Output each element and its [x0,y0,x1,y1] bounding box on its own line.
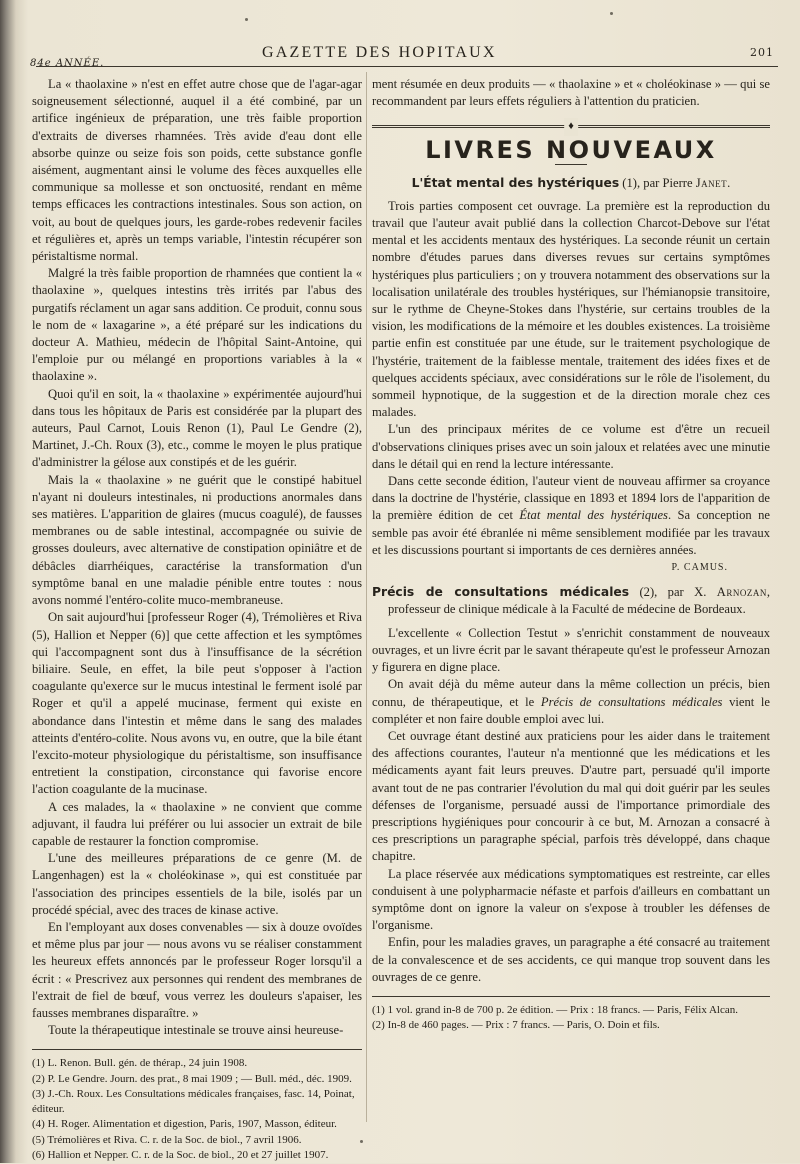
footnote: (2) In-8 de 460 pages. — Prix : 7 francs. — Paris, O. Doin et fils. [372,1019,660,1032]
italic-title: Précis de consultations médicales [540,694,723,709]
author-name: Arnozan [716,585,767,600]
article-paragraph: A ces malades, la « thaolaxine » ne convient que comme adjuvant, il faudra lui préférer ou lui associer un extrait de bile capable de restaurer la fonction compromise. [32,799,362,848]
text-run: On avait déjà du même auteur dans la même collection un précis, bien connu, de thérapeutique, et le [372,677,770,709]
article-paragraph: Toute la thérapeutique intestinale se trouve ainsi heureuse- [48,1023,344,1038]
article-paragraph: En l'employant aux doses convenables — six à douze ovoïdes et même plus par jour — nous avons vu se réaliser constamment les heureux effets annoncés par le professeur Roger lorsqu'il a écrit : « Prescrivez aux personnes qui rendent des membranes de l'extrait de fiel de bœuf, vous verrez les douleurs s'apaiser, les fausses membranes disparaître. » [32,919,362,1020]
paper-speck [360,1140,363,1143]
footnote: (6) Hallion et Nepper. C. r. de la Soc. de biol., 20 et 27 juillet 1907. [32,1149,329,1162]
footnote-ref: (2) [639,585,655,600]
author-prefix: , par Pierre [636,175,693,190]
italic-title: État mental des hystériques [519,508,668,523]
author-prefix: , par X. [654,585,707,600]
author-name: Janet [695,175,728,190]
left-column [32,76,362,1164]
footnote-rule [372,996,770,997]
page-number: 201 [750,46,774,59]
footnote-ref: (1) [622,175,637,190]
text-run: Dans cette seconde édition, l'auteur vient de nouveau affirmer sa croyance dans la doctrine de l'hystérie, classique en 1893 et 1894 lors de l'apparition de la première édition de cet [372,474,770,523]
review-paragraph: Trois parties composent cet ouvrage. La première est la reproduction du travail que l'auteur avait publié dans la collection Charcot-Debove sur l'état mental et les accidents mentaux des hystériques. La seconde réunit un certain nombre d'études parues dans diverses revues sur certains symptômes hystériques plus particuliers ; on y trouvera notamment des observations sur la localisation unilatérale des troubles hystériques, sur l'hémianopsie transitoire, sur le rythme de Cheyne-Stokes dans l'hystérie, sur certains troubles de la vision, les modifications de la mémoire et les doubles existences. La troisième partie enfin est constituée par une étude, sur le traitement psychologique de l'hystérie, traitement de la faiblesse mentale, traitement des idées fixes et de quelques accidents spéciaux, avec considérations sur le rôle de l'isolement, du sommeil hypnotique, de la suggestion et de la direction morale chez ces malades. [372,198,770,420]
column-divider [366,72,367,1122]
review-paragraph: Enfin, pour les maladies graves, un paragraphe a été consacré au traitement de la convalescence et de ses accidents, ce qui manque trop souvent dans les ouvrages de ce genre. [372,935,770,984]
review-paragraph [372,676,770,728]
article-paragraph: L'une des meilleures préparations de ce genre (M. de Langenhagen) est la « choléokinase », qui est constituée par l'association des principes essentiels de la bile, isolés par un procédé spécial, avec des traces de kinase active. [32,851,362,917]
footnote: (1) L. Renon. Bull. gén. de thérap., 24 juin 1908. [32,1057,248,1070]
footnote: (5) Trémolières et Riva. C. r. de la Soc. de biol., 7 avril 1906. [32,1133,302,1146]
text-run: . Sa conception ne semble pas avoir été ébranlée ni même sensiblement modifiée par les travaux et les discussions pourtant si importants de ces dernières années. [372,508,771,557]
footnote: (1) 1 vol. grand in-8 de 700 p. 2e édition. — Prix : 18 francs. — Paris, Félix Alcan. [372,1003,738,1016]
article-paragraph: Quoi qu'il en soit, la « thaolaxine » expérimentée aujourd'hui dans tous les hôpitaux de Paris est considérée par la plupart des auteurs, Paul Carnot, Louis Renon (1), Paul Le Gendre (2), Martinet, J.-Ch. Roux (3), etc., comme le moyen le plus pratique d'administrer la gélose aux constipés et de les guérir. [32,386,362,470]
article-paragraph: La « thaolaxine » n'est en effet autre chose que de l'agar-agar soigneusement sélectionné, auquel il a été combiné, par un artifice ingénieux de préparation, une très faible proportion d'extraits de diverses rhamnées. Très avide d'eau dont elle absorbe quinze ou seize fois son poids, cette substance gonfle aisément, augmentant ainsi le volume des fèces auxquelles elle communique sa mollesse et son onctuosité, rendant en même temps efficaces les contractions intestinales. Sous son action, on voit, au bout de quelques jours, les garde-robes redevenir faciles et régulières et, après un temps variable, l'intestin récupérer son péristaltisme normal. [32,77,362,264]
header-rule [36,66,778,67]
paper-speck [610,12,613,15]
author-suffix: , professeur de clinique médicale à la Faculté de médecine de Bordeaux. [388,585,770,617]
review-paragraph: L'excellente « Collection Testut » s'enrichit constamment de nouveaux ouvrages, et un livre écrit par le savant thérapeute qu'est le professeur Arnozan y figurera en digne place. [372,625,770,675]
text-run: vient le compléter et non faire double emploi avec lui. [372,694,771,726]
right-column [372,76,770,1034]
footnote: (3) J.-Ch. Roux. Les Consultations médicales françaises, fasc. 14, Poinat, éditeur. [32,1088,355,1115]
book-title: Précis de consultations médicales [372,585,630,600]
footnote-rule [32,1049,362,1050]
footnote: (4) H. Roger. Alimentation et digestion, Paris, 1907, Masson, éditeur. [32,1118,337,1131]
article-continuation: ment résumée en deux produits — « thaolaxine » et « choléokinase » — qui se recommandent par leurs effets réguliers à l'attention du praticien. [372,77,770,109]
page-title: GAZETTE DES HOPITAUX [262,44,497,61]
paper-speck [245,18,248,21]
review-paragraph: L'un des principaux mérites de ce volume est d'être un recueil d'observations cliniques prises avec un soin jaloux et relatées avec une minutie dans le détail qui en rend la lecture intéressante. [372,422,770,471]
section-separator [372,118,770,134]
book-heading: L'État mental des hystériques (1), par Pierre Janet. [411,175,731,190]
review-paragraph [372,473,770,559]
section-title: LIVRES NOUVEAUX [425,136,717,165]
book-title: L'État mental des hystériques [411,175,620,190]
article-paragraph: Mais la « thaolaxine » ne guérit que le constipé habituel n'ayant ni douleurs intestinales, ni productions anormales dans ses matières. L'apparition de glaires (mucus coagulé), de fausses membranes ou de sable intestinal, accompagnée ou suivie de grosses douleurs, avec alternative de constipation opiniâtre et de débâcles diarrhéiques, caractérise la transformation d'un symptôme banal en une maladie pénible entre toutes : nous avons nommé l'entéro-colite muco-membraneuse. [32,472,362,608]
article-paragraph: Malgré la très faible proportion de rhamnées que contient la « thaolaxine », quelques intestins très irrités par l'abus des purgatifs réclament un agar sans addition. Ce produit, connu sous le nom de « laxagarine », a été préparé sur les indications du docteur A. Mathieu, médecin de l'hôpital Saint-Antoine, qui l'emploie pur ou mélangé en proportions variables à la « thaolaxine ». [32,266,362,384]
review-paragraph: Cet ouvrage étant destiné aux praticiens pour les aider dans le traitement des affections courantes, l'auteur n'a mentionné que les médications et les médicaments ayant fait leurs preuves. D'autre part, persuadé qu'il importe avant tout de ne pas contrarier l'évolution du mal qui doit guérir par les seules défenses de l'organisme, persuadé aussi de l'importance primordiale des prescriptions hygiéniques pour concourir à ce but, M. Arnozan a consacré à ces prescriptions un paragraphe spécial, parfois très développé, dans chaque chapitre. [372,728,770,864]
diamond-ornament-icon: ♦ [564,118,578,135]
review-paragraph: La place réservée aux médications symptomatiques est restreinte, car elles conduisent à une polypharmacie néfaste et parfois d'ailleurs en combattant un symptôme dont on ignore la valeur on s'expose à troubler les défenses de l'organisme. [372,866,770,933]
footnote: (2) P. Le Gendre. Journ. des prat., 8 mai 1909 ; — Bull. méd., déc. 1909. [32,1072,352,1085]
article-paragraph: On sait aujourd'hui [professeur Roger (4), Trémolières et Riva (5), Hallion et Nepper (6)] que cette affection et les symptômes qui l'accompagnent sont dus à l'insuffisance de la sécrétion biliaire. Seule, en effet, la bile peut s'opposer à l'action coagulante qu'exerce sur le mucus intestinal le ferment isolé par Roger et qu'il a appelé mucinase, ferment qui existe en abondance dans l'intestin et même dans le sang des malades atteints d'entéro-colite. Nous avons vu, en outre, que la bile étant l'excito-moteur physiologique du péristaltisme, son insuffisance entretient la constipation, circonstance qui favorise encore l'action coagulante de la mucinase. [32,610,362,797]
review-signature: P. CAMUS. [671,562,728,574]
header-year: 84e ANNÉE. [30,58,105,69]
book-heading [372,584,770,618]
